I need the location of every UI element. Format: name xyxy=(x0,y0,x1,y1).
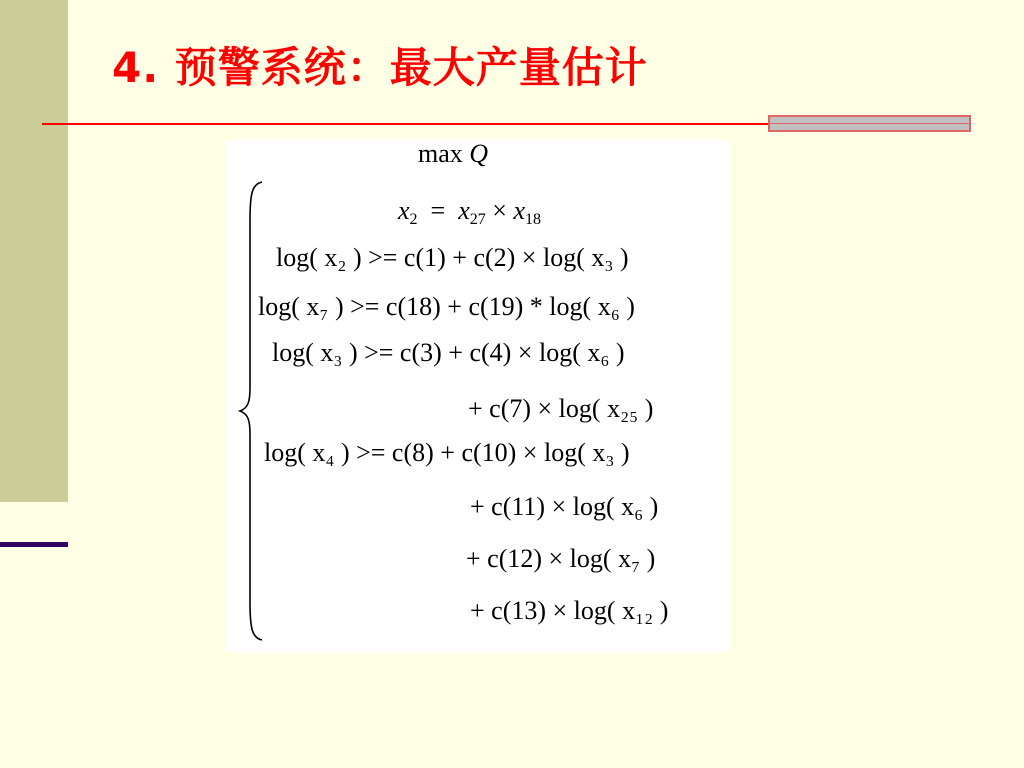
title-underline xyxy=(42,123,812,125)
objective-op: max xyxy=(418,139,463,168)
objective-line xyxy=(418,139,488,169)
left-brace xyxy=(236,180,276,642)
title-rule-box xyxy=(768,115,971,132)
constraint-line-2: log( x₂ ) >= c(1) + c(2) × log( x₃ ) xyxy=(276,243,629,272)
constraint-line-4: log( x₃ ) >= c(3) + c(4) × log( x₆ ) xyxy=(272,338,625,367)
constraint-line-9: + c(13) × log( x₁₂ ) xyxy=(470,596,669,625)
slide-title: 4. 预警系统：最大产量估计 xyxy=(112,43,648,92)
constraint-line-1: $x_2 = x_{27} \times x_{18}$ xyxy=(398,196,541,228)
constraint-line-5: + c(7) × log( x₂₅ ) xyxy=(468,394,654,423)
constraint-line-8: + c(12) × log( x₇ ) xyxy=(466,544,656,573)
formula-image xyxy=(226,140,730,652)
objective-var: Q xyxy=(469,139,489,168)
left-accent-bar xyxy=(0,0,68,502)
left-accent-dash xyxy=(0,542,68,547)
constraint-line-7: + c(11) × log( x₆ ) xyxy=(470,492,659,521)
constraint-line-3: log( x₇ ) >= c(18) + c(19) * log( x₆ ) xyxy=(258,292,635,321)
constraint-line-6: log( x₄ ) >= c(8) + c(10) × log( x₃ ) xyxy=(264,438,630,467)
